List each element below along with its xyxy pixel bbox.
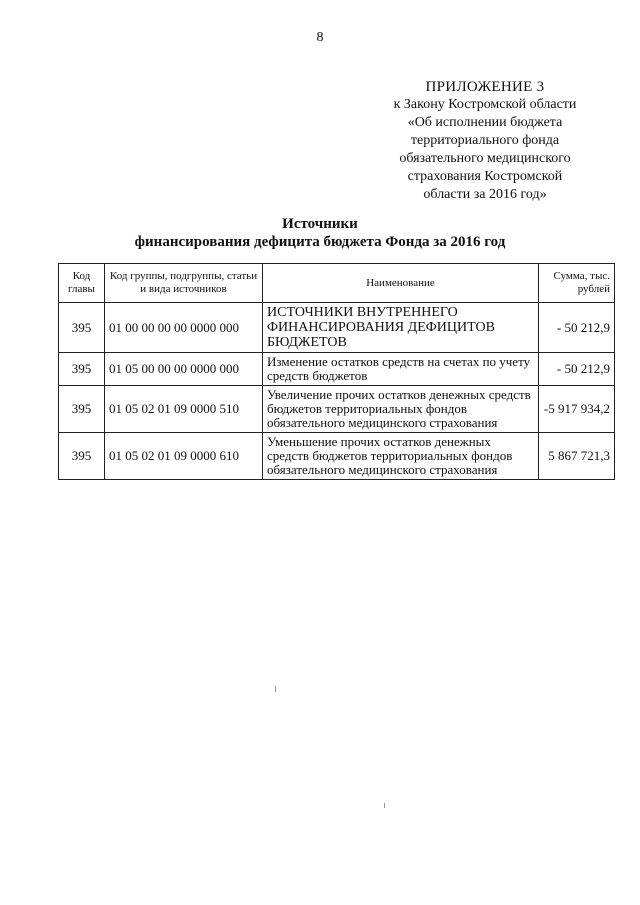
table-row [59,303,615,353]
page-number: 8 [316,30,324,45]
appendix-block [360,78,610,204]
table-row [59,353,615,386]
cell-chapter: 395 [59,386,105,433]
cell-sum: -5 917 934,2 [539,386,615,433]
cell-code: 01 05 02 01 09 0000 610 [105,433,263,480]
scan-mark [275,686,276,692]
title-line-2: финансирования дефицита бюджета Фонда за 2016 год [134,234,506,250]
cell-chapter: 395 [59,433,105,480]
title-line-1: Источники [282,216,358,232]
cell-sum: 5 867 721,3 [539,433,615,480]
appendix-line: к Закону Костромской области [393,97,577,112]
cell-chapter: 395 [59,353,105,386]
appendix-line: страхования Костромской [407,169,563,184]
appendix-line: территориального фонда [410,133,560,148]
document-title [0,215,640,251]
table-row [59,433,615,480]
cell-chapter: 395 [59,303,105,353]
cell-name: Уменьшение прочих остатков денежных средств бюджетов территориальных фондов обязательного медицинского страхования [263,433,539,480]
cell-code: 01 05 00 00 00 0000 000 [105,353,263,386]
cell-sum: - 50 212,9 [539,353,615,386]
scan-mark [384,803,385,808]
header-chapter-code: Код главы [59,264,105,303]
cell-name: Увеличение прочих остатков денежных средств бюджетов территориальных фондов обязательного медицинского страхования [263,386,539,433]
header-sum: Сумма, тыс. рублей [539,264,615,303]
table-row [59,386,615,433]
cell-sum: - 50 212,9 [539,303,615,353]
cell-name: Изменение остатков средств на счетах по учету средств бюджетов [263,353,539,386]
header-name: Наименование [263,264,539,303]
header-source-code: Код группы, подгруппы, статьи и вида источников [105,264,263,303]
financing-sources-table [58,263,615,480]
table-header-row [59,264,615,303]
appendix-title: ПРИЛОЖЕНИЕ 3 [425,79,545,95]
appendix-line: «Об исполнении бюджета [407,115,563,130]
appendix-line: обязательного медицинского [399,151,571,166]
cell-code: 01 05 02 01 09 0000 510 [105,386,263,433]
cell-code: 01 00 00 00 00 0000 000 [105,303,263,353]
appendix-line: области за 2016 год» [423,187,547,202]
cell-name: ИСТОЧНИКИ ВНУТРЕННЕГО ФИНАНСИРОВАНИЯ ДЕФИЦИТОВ БЮДЖЕТОВ [263,303,539,353]
